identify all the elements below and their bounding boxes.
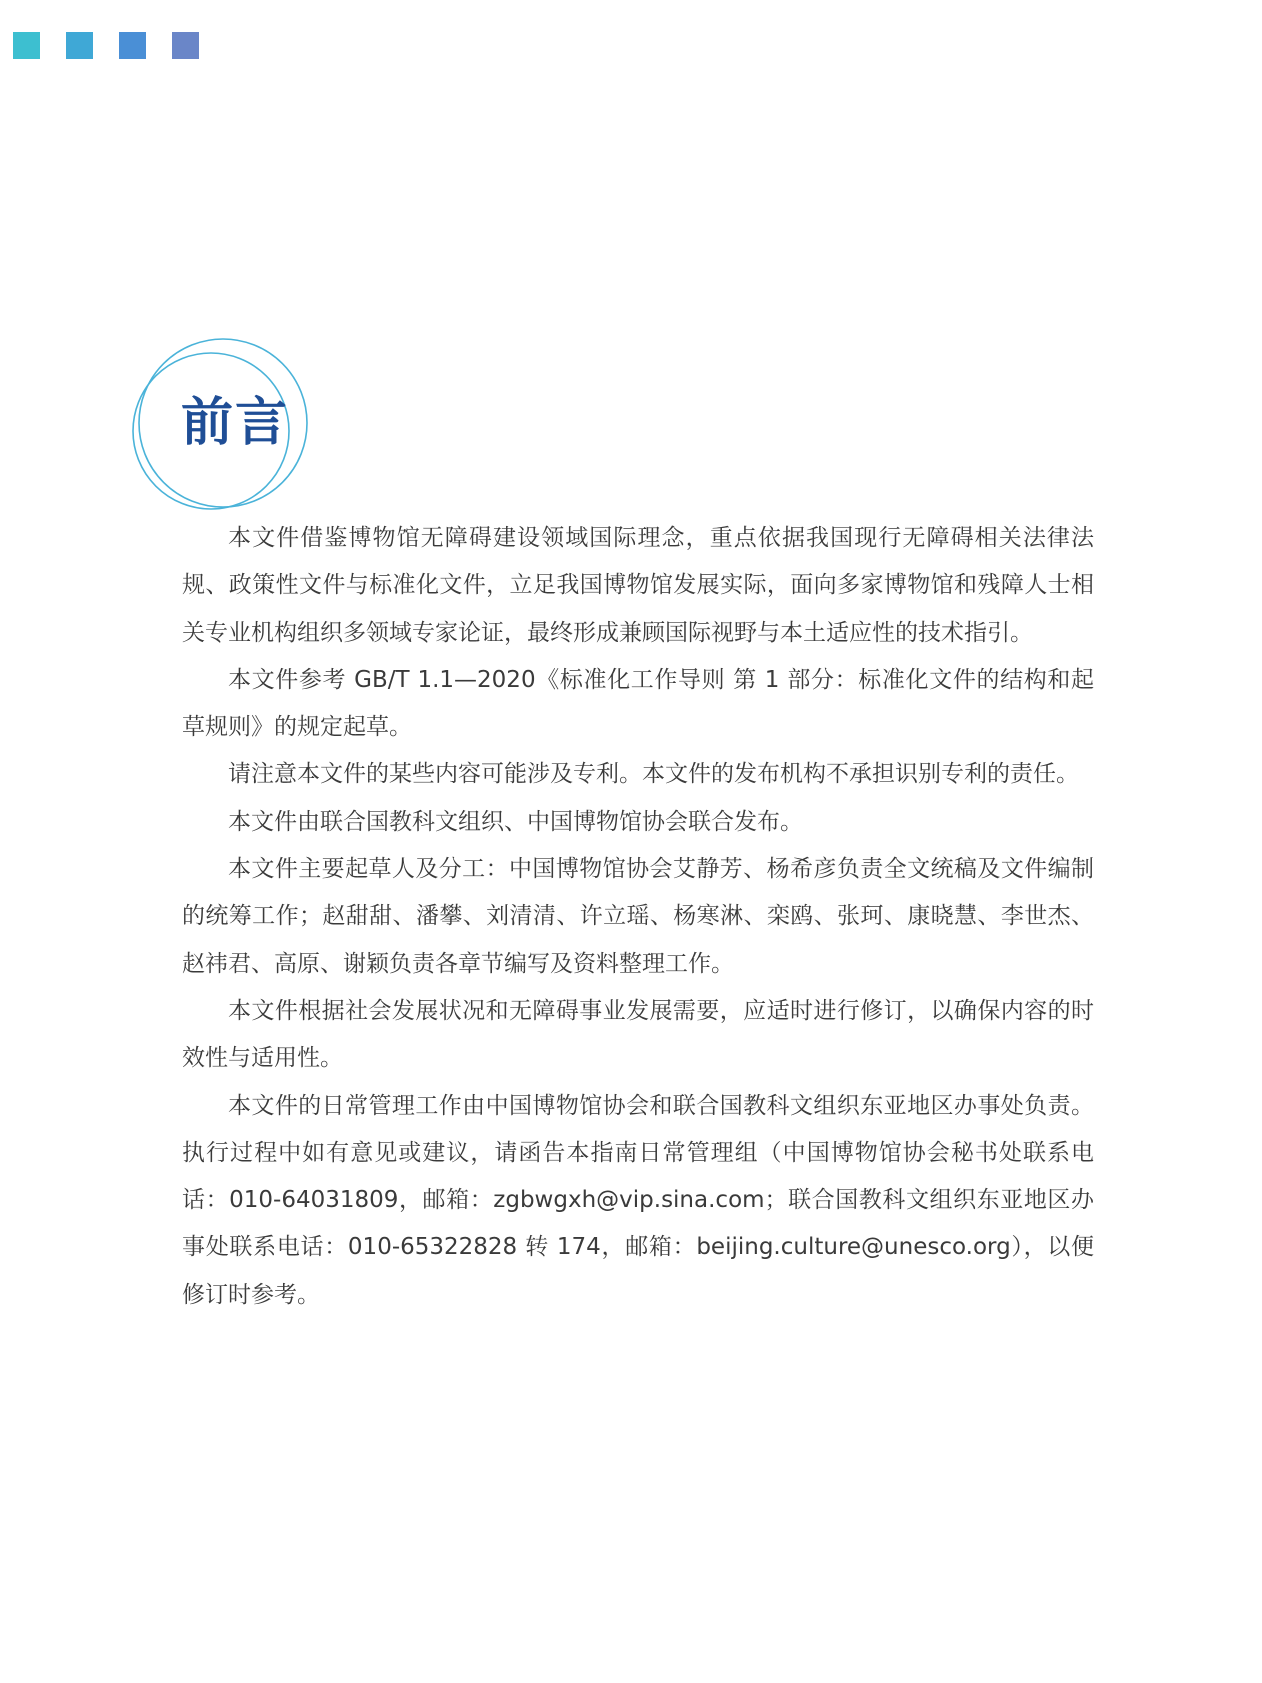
paragraph-2: 本文件参考 GB/T 1.1—2020《标准化工作导则 第 1 部分：标准化文件的结构和起草规则》的规定起草。 xyxy=(182,666,1094,741)
paragraph-1: 本文件借鉴博物馆无障碍建设领域国际理念，重点依据我国现行无障碍相关法律法规、政策性文件与标准化文件，立足我国博物馆发展实际，面向多家博物馆和残障人士相关专业机构组织多领域专家论证，最终形成兼顾国际视野与本土适应性的技术指引。 xyxy=(182,525,1094,646)
decor-square-4 xyxy=(172,32,199,59)
header-decoration xyxy=(13,32,199,59)
paragraph-5: 本文件主要起草人及分工：中国博物馆协会艾静芳、杨希彦负责全文统稿及文件编制的统筹工作；赵甜甜、潘攀、刘清清、许立瑶、杨寒淋、栾鸥、张珂、康晓慧、李世杰、赵祎君、高原、谢颖负责各章节编写及资料整理工作。 xyxy=(182,856,1094,977)
paragraph-6: 本文件根据社会发展状况和无障碍事业发展需要，应适时进行修订，以确保内容的时效性与适用性。 xyxy=(182,997,1094,1072)
decor-square-1 xyxy=(13,32,40,59)
paragraph-3: 请注意本文件的某些内容可能涉及专利。本文件的发布机构不承担识别专利的责任。 xyxy=(228,761,1079,788)
page-title: 前言 xyxy=(181,393,290,453)
section-heading xyxy=(125,337,315,527)
paragraph-4: 本文件由联合国教科文组织、中国博物馆协会联合发布。 xyxy=(228,808,803,835)
paragraph-7: 本文件的日常管理工作由中国博物馆协会和联合国教科文组织东亚地区办事处负责。执行过程中如有意见或建议，请函告本指南日常管理组（中国博物馆协会秘书处联系电话：010-64031809，邮箱：zgbwgxh@vip.sina.com；联合国教科文组织东亚地区办事处联系电话：010-65322828 转 174，邮箱：beijing.culture@unesco.org），以便修订时参考。 xyxy=(182,1092,1094,1308)
decor-square-2 xyxy=(66,32,93,59)
preface-body xyxy=(182,515,1094,1319)
decor-square-3 xyxy=(119,32,146,59)
